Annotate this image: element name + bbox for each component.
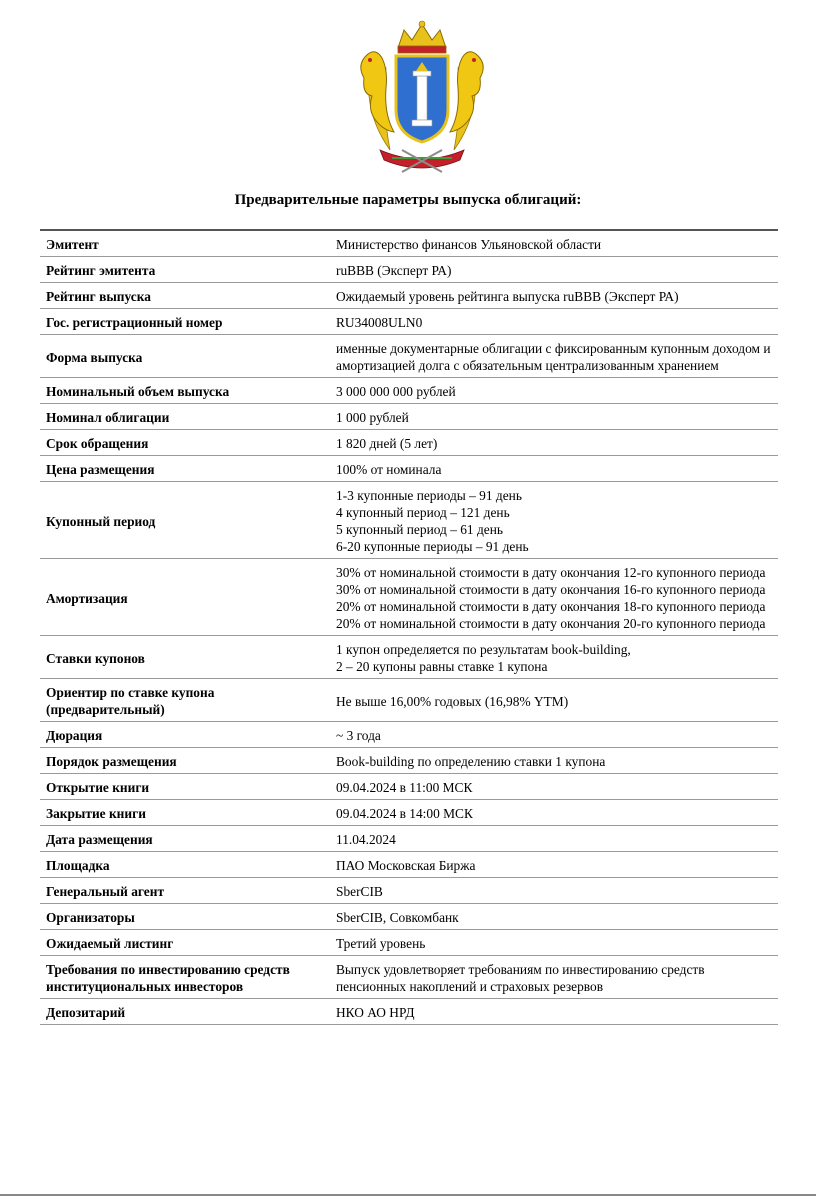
- parameter-value-line: НКО АО НРД: [336, 1005, 415, 1020]
- table-row: [40, 774, 778, 800]
- parameter-value-line: 09.04.2024 в 14:00 МСК: [336, 806, 473, 821]
- page-title: Предварительные параметры выпуска облигаций:: [234, 192, 582, 208]
- table-row: [40, 456, 778, 482]
- page-divider: [0, 1194, 816, 1196]
- parameter-value-line: 1 000 рублей: [336, 410, 409, 425]
- parameter-label: Амортизация: [46, 590, 128, 606]
- parameter-value: [330, 430, 778, 456]
- parameter-label: Генеральный агент: [46, 884, 165, 899]
- table-row: [40, 930, 778, 956]
- parameter-value-line: именные документарные облигации с фиксированным купонным доходом и амортизацией долга с обязательным централизованным хранением: [336, 341, 771, 373]
- parameters-table: [40, 229, 778, 1025]
- parameter-label: Рейтинг эмитента: [46, 263, 156, 278]
- parameter-label: Ставки купонов: [46, 650, 145, 666]
- parameter-value: [330, 826, 778, 852]
- parameter-value-line: 6-20 купонные периоды – 91 день: [336, 539, 529, 554]
- parameter-label: Рейтинг выпуска: [46, 289, 151, 304]
- table-row: [40, 335, 778, 378]
- parameter-value-line: 5 купонный период – 61 день: [336, 522, 504, 537]
- parameter-label: Организаторы: [46, 910, 135, 925]
- parameter-value-line: Не выше 16,00% годовых (16,98% YTM): [336, 693, 569, 709]
- parameter-label: Открытие книги: [46, 780, 150, 795]
- parameter-value-line: SberCIB, Совкомбанк: [336, 910, 459, 925]
- parameter-value-line: 1 купон определяется по результатам book-building,: [336, 642, 631, 657]
- parameter-value: [330, 748, 778, 774]
- parameter-value-line: 4 купонный период – 121 день: [336, 505, 510, 520]
- table-row: [40, 636, 778, 679]
- parameter-value-line: Book-building по определению ставки 1 купона: [336, 754, 606, 769]
- parameter-value: [330, 852, 778, 878]
- parameter-label: Купонный период: [46, 513, 156, 529]
- table-row: [40, 956, 778, 999]
- parameter-value-line: RU34008ULN0: [336, 315, 423, 330]
- parameter-value-line: 09.04.2024 в 11:00 МСК: [336, 780, 473, 795]
- parameter-label: Срок обращения: [46, 436, 149, 451]
- parameter-value-line: 11.04.2024: [336, 832, 396, 847]
- parameter-label: Дата размещения: [46, 832, 153, 847]
- parameter-label: Депозитарий: [46, 1005, 126, 1020]
- parameter-value: [330, 800, 778, 826]
- table-row: [40, 679, 778, 722]
- parameter-value: [330, 930, 778, 956]
- parameter-label: Дюрация: [46, 728, 103, 743]
- parameter-value: [330, 559, 778, 636]
- parameter-value: [330, 456, 778, 482]
- parameter-label: Порядок размещения: [46, 754, 177, 769]
- parameter-value-line: 1-3 купонные периоды – 91 день: [336, 488, 522, 503]
- parameter-value: [330, 309, 778, 335]
- table-row: [40, 378, 778, 404]
- parameter-value: [330, 999, 778, 1025]
- parameter-label: Эмитент: [46, 237, 99, 252]
- parameter-label: Ориентир по ставке купона (предварительный): [46, 685, 215, 717]
- table-row: [40, 430, 778, 456]
- parameter-value: [330, 878, 778, 904]
- parameter-value-line: Выпуск удовлетворяет требованиям по инвестированию средств пенсионных накоплений и страховых резервов: [336, 962, 705, 994]
- parameter-value: [330, 636, 778, 679]
- table-row: [40, 309, 778, 335]
- parameter-value: [330, 904, 778, 930]
- parameter-value-line: 1 820 дней (5 лет): [336, 436, 438, 451]
- parameter-value: [330, 956, 778, 999]
- parameter-value: [330, 378, 778, 404]
- parameter-value-line: Ожидаемый уровень рейтинга выпуска ruBBB (Эксперт РА): [336, 289, 679, 304]
- table-row: [40, 999, 778, 1025]
- parameter-label: Номинальный объем выпуска: [46, 384, 230, 399]
- table-row: [40, 230, 778, 257]
- parameter-value: [330, 283, 778, 309]
- table-row: [40, 283, 778, 309]
- parameter-value-line: 20% от номинальной стоимости в дату окончания 20-го купонного периода: [336, 616, 766, 631]
- parameter-value-line: ПАО Московская Биржа: [336, 858, 476, 873]
- parameter-label: Цена размещения: [46, 462, 155, 477]
- ulyanovsk-coat-of-arms-icon: [342, 18, 502, 178]
- parameter-value-line: ~ 3 года: [336, 728, 381, 743]
- table-row: [40, 852, 778, 878]
- parameter-value: [330, 482, 778, 559]
- parameter-label: Форма выпуска: [46, 349, 143, 365]
- parameter-value-line: ruBBB (Эксперт РА): [336, 263, 452, 278]
- table-row: [40, 826, 778, 852]
- parameter-value: [330, 774, 778, 800]
- parameter-label: Закрытие книги: [46, 806, 146, 821]
- parameter-value: [330, 257, 778, 283]
- parameter-value: [330, 335, 778, 378]
- table-row: [40, 257, 778, 283]
- table-row: [40, 404, 778, 430]
- parameter-value-line: 100% от номинала: [336, 462, 442, 477]
- parameter-value-line: 2 – 20 купоны равны ставке 1 купона: [336, 659, 548, 674]
- table-row: [40, 722, 778, 748]
- parameter-label: Площадка: [46, 858, 110, 873]
- parameter-label: Номинал облигации: [46, 410, 170, 425]
- parameter-value-line: Министерство финансов Ульяновской области: [336, 237, 602, 252]
- parameter-label: Требования по инвестированию средств институциональных инвесторов: [46, 962, 290, 994]
- table-row: [40, 482, 778, 559]
- table-row: [40, 559, 778, 636]
- table-row: [40, 878, 778, 904]
- parameter-value-line: 3 000 000 000 рублей: [336, 384, 456, 399]
- parameter-label: Гос. регистрационный номер: [46, 315, 223, 330]
- parameter-value: [330, 230, 778, 257]
- table-row: [40, 904, 778, 930]
- table-row: [40, 748, 778, 774]
- table-row: [40, 800, 778, 826]
- parameter-label: Ожидаемый листинг: [46, 936, 174, 951]
- parameter-value: [330, 404, 778, 430]
- parameter-value: [330, 722, 778, 748]
- parameter-value-line: 30% от номинальной стоимости в дату окончания 12-го купонного периода: [336, 565, 766, 580]
- parameter-value-line: Третий уровень: [336, 936, 426, 951]
- parameter-value: [330, 679, 778, 722]
- parameter-value-line: 30% от номинальной стоимости в дату окончания 16-го купонного периода: [336, 582, 766, 597]
- parameter-value-line: SberCIB: [336, 884, 383, 899]
- parameter-value-line: 20% от номинальной стоимости в дату окончания 18-го купонного периода: [336, 599, 766, 614]
